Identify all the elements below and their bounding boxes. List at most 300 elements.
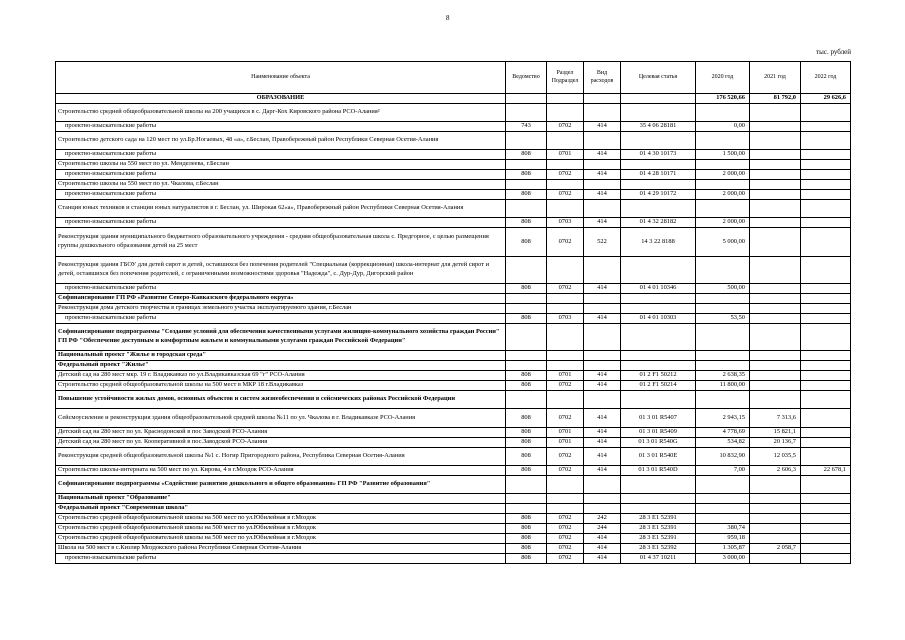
cell-type <box>584 160 621 170</box>
cell-name: Школа на 500 мест в с.Кизляр Моздокского района Республики Северная Осетия-Алания <box>56 544 506 554</box>
cell-target: 01 4 01 10346 <box>621 284 696 294</box>
cell-type <box>584 294 621 304</box>
cell-type: 414 <box>584 466 621 476</box>
cell-dept <box>506 361 547 371</box>
cell-type: 414 <box>584 371 621 381</box>
cell-dept <box>506 257 547 284</box>
cell-y2020 <box>696 504 750 514</box>
cell-target: 01 4 30 10173 <box>621 150 696 160</box>
cell-y2022 <box>801 294 851 304</box>
cell-dept <box>506 476 547 494</box>
cell-section <box>547 351 584 361</box>
cell-name: Софинансирование подпрограммы "Создание условий для обеспечения качественными услугами жилищно-коммунального хозяйства граждан России" ГП РФ "Обеспечение доступным и комфортным жильем и коммунальными услугами граждан Российской Федерации" <box>56 324 506 351</box>
cell-y2020 <box>696 180 750 190</box>
cell-dept: 808 <box>506 314 547 324</box>
table-row <box>56 371 851 381</box>
cell-y2022 <box>801 371 851 381</box>
cell-name: Строительство школы-интерната на 500 мест по ул. Кирова, 4 в г.Моздок РСО-Алания <box>56 466 506 476</box>
cell-target: 01 3 01 R5407 <box>621 409 696 428</box>
cell-target: 01 4 01 10303 <box>621 314 696 324</box>
cell-target: 01 2 F1 50214 <box>621 381 696 391</box>
cell-dept: 808 <box>506 218 547 228</box>
table-row <box>56 504 851 514</box>
table-row <box>56 554 851 564</box>
cell-y2022 <box>801 438 851 448</box>
table-row <box>56 304 851 314</box>
cell-y2020 <box>696 104 750 122</box>
cell-type: 522 <box>584 228 621 257</box>
cell-dept: 743 <box>506 122 547 132</box>
cell-target: 28 3 E1 52391 <box>621 524 696 534</box>
cell-section: 0703 <box>547 314 584 324</box>
cell-section: 0702 <box>547 381 584 391</box>
cell-type <box>584 180 621 190</box>
cell-y2021 <box>750 494 801 504</box>
cell-type: 414 <box>584 554 621 564</box>
cell-y2022 <box>801 428 851 438</box>
cell-type: 414 <box>584 122 621 132</box>
cell-y2022 <box>801 514 851 524</box>
header-2020: 2020 год <box>696 62 750 94</box>
cell-y2021 <box>750 150 801 160</box>
cell-section: 0702 <box>547 554 584 564</box>
cell-target: 01 4 32 28182 <box>621 218 696 228</box>
cell-type <box>584 324 621 351</box>
cell-y2022 <box>801 534 851 544</box>
table-row <box>56 257 851 284</box>
cell-dept <box>506 160 547 170</box>
cell-name: Строительство средней общеобразовательной школы на 500 мест по ул.Юбилейная в г.Моздок <box>56 534 506 544</box>
cell-y2022 <box>801 524 851 534</box>
cell-y2022 <box>801 324 851 351</box>
cell-dept <box>506 351 547 361</box>
cell-y2022 <box>801 304 851 314</box>
cell-section <box>547 304 584 314</box>
cell-type: 414 <box>584 170 621 180</box>
cell-y2020 <box>696 304 750 314</box>
cell-section: 0701 <box>547 438 584 448</box>
cell-target: 28 3 E1 52391 <box>621 534 696 544</box>
table-row <box>56 534 851 544</box>
cell-y2020: 534,82 <box>696 438 750 448</box>
cell-section <box>547 391 584 409</box>
cell-dept: 808 <box>506 170 547 180</box>
table-row <box>56 466 851 476</box>
cell-section <box>547 132 584 150</box>
cell-type: 414 <box>584 428 621 438</box>
table-row <box>56 314 851 324</box>
cell-y2021 <box>750 514 801 524</box>
cell-y2022 <box>801 544 851 554</box>
cell-dept: 808 <box>506 228 547 257</box>
cell-y2022 <box>801 381 851 391</box>
cell-target <box>621 104 696 122</box>
cell-name: Национальный проект "Образование" <box>56 494 506 504</box>
cell-target: 14 3 22 8188 <box>621 228 696 257</box>
cell-type <box>584 494 621 504</box>
cell-target <box>621 294 696 304</box>
cell-name: Строительство школы на 550 мест по ул. Менделеева, г.Беслан <box>56 160 506 170</box>
cell-name: проектно-изыскательские работы <box>56 218 506 228</box>
header-2022: 2022 год <box>801 62 851 94</box>
cell-y2021 <box>750 534 801 544</box>
cell-section: 0702 <box>547 170 584 180</box>
cell-y2021 <box>750 476 801 494</box>
cell-dept: 808 <box>506 544 547 554</box>
table-row <box>56 160 851 170</box>
cell-target <box>621 476 696 494</box>
cell-y2021 <box>750 361 801 371</box>
cell-name: проектно-изыскательские работы <box>56 314 506 324</box>
cell-name: Детский сад на 280 мест по ул. Краснодонской в пос Заводской РСО-Алания <box>56 428 506 438</box>
cell-section <box>547 104 584 122</box>
cell-y2020: 2 943,15 <box>696 409 750 428</box>
cell-section <box>547 494 584 504</box>
cell-y2021 <box>750 304 801 314</box>
cell-dept: 808 <box>506 150 547 160</box>
cell-target: 01 4 29 10172 <box>621 190 696 200</box>
cell-y2021: 7 313,6 <box>750 409 801 428</box>
cell-y2021: 2 606,3 <box>750 466 801 476</box>
cell-y2021 <box>750 132 801 150</box>
cell-type <box>584 94 621 104</box>
table-row <box>56 94 851 104</box>
cell-y2021: 2 058,7 <box>750 544 801 554</box>
table-row <box>56 381 851 391</box>
cell-type: 414 <box>584 381 621 391</box>
cell-name: Детский сад на 280 мест мкр. 19 г. Владикавказ по ул.Владикавказская 69 "г" РСО-Алания <box>56 371 506 381</box>
cell-dept: 808 <box>506 190 547 200</box>
cell-type: 414 <box>584 409 621 428</box>
cell-y2020 <box>696 391 750 409</box>
cell-y2021 <box>750 381 801 391</box>
cell-y2022 <box>801 448 851 466</box>
cell-type <box>584 361 621 371</box>
cell-name: проектно-изыскательские работы <box>56 122 506 132</box>
header-name: Наименование объекта <box>56 62 506 94</box>
cell-name: Строительство средней общеобразовательной школы на 500 мест в МКР 18 г.Владикавказ <box>56 381 506 391</box>
cell-section <box>547 160 584 170</box>
cell-section: 0702 <box>547 466 584 476</box>
cell-target <box>621 391 696 409</box>
cell-name: Строительство средней общеобразовательной школы на 200 учащихся в с. Дарг-Кох Кировского района РСО-Алания² <box>56 104 506 122</box>
cell-name: проектно-изыскательские работы <box>56 190 506 200</box>
cell-y2020 <box>696 476 750 494</box>
cell-section: 0701 <box>547 371 584 381</box>
cell-y2022 <box>801 361 851 371</box>
cell-section: 0701 <box>547 428 584 438</box>
cell-y2021 <box>750 180 801 190</box>
cell-y2022 <box>801 228 851 257</box>
table-row <box>56 428 851 438</box>
cell-target: 28 3 E1 52392 <box>621 544 696 554</box>
cell-y2020 <box>696 294 750 304</box>
cell-target <box>621 324 696 351</box>
cell-y2020: 2 638,35 <box>696 371 750 381</box>
cell-y2022 <box>801 170 851 180</box>
table-row <box>56 218 851 228</box>
table-row <box>56 228 851 257</box>
cell-name: проектно-изыскательские работы <box>56 150 506 160</box>
cell-y2021 <box>750 160 801 170</box>
cell-section: 0702 <box>547 448 584 466</box>
cell-dept <box>506 180 547 190</box>
cell-type <box>584 200 621 218</box>
cell-target <box>621 494 696 504</box>
cell-y2020 <box>696 494 750 504</box>
cell-name: Федеральный проект "Жилье" <box>56 361 506 371</box>
cell-y2020 <box>696 351 750 361</box>
cell-y2021 <box>750 257 801 284</box>
cell-dept <box>506 324 547 351</box>
table-row <box>56 200 851 218</box>
cell-y2020 <box>696 200 750 218</box>
cell-type <box>584 132 621 150</box>
cell-section: 0702 <box>547 190 584 200</box>
cell-dept: 808 <box>506 371 547 381</box>
cell-y2021 <box>750 228 801 257</box>
cell-y2021 <box>750 351 801 361</box>
cell-target <box>621 504 696 514</box>
table-row <box>56 150 851 160</box>
cell-name: Строительство средней общеобразовательной школы на 500 мест по ул.Юбилейная в г.Моздок <box>56 514 506 524</box>
cell-y2020: 959,18 <box>696 534 750 544</box>
cell-target: 01 3 01 R540G <box>621 438 696 448</box>
table-row <box>56 524 851 534</box>
cell-type: 414 <box>584 448 621 466</box>
cell-y2020: 7,00 <box>696 466 750 476</box>
cell-name: Реконструкция дома детского творчества в границах земельного участка эксплуатируемого здания, г.Беслан <box>56 304 506 314</box>
cell-target <box>621 351 696 361</box>
cell-y2021 <box>750 104 801 122</box>
table-row <box>56 284 851 294</box>
cell-dept: 808 <box>506 381 547 391</box>
cell-name: Национальный проект "Жилье и городская среда" <box>56 351 506 361</box>
cell-name: Строительство средней общеобразовательной школы на 500 мест по ул.Юбилейная в г.Моздок <box>56 524 506 534</box>
cell-y2022 <box>801 494 851 504</box>
cell-section: 0702 <box>547 122 584 132</box>
cell-section <box>547 504 584 514</box>
cell-name: Сейсмоусиление и реконструкция здания общеобразовательной средней школы №11 по ул. Чкалова в г. Владикавказе РСО-Алания <box>56 409 506 428</box>
cell-section <box>547 180 584 190</box>
cell-section: 0703 <box>547 218 584 228</box>
cell-y2020 <box>696 324 750 351</box>
cell-y2021 <box>750 504 801 514</box>
cell-type: 244 <box>584 524 621 534</box>
cell-y2021 <box>750 284 801 294</box>
table-row <box>56 294 851 304</box>
cell-y2021 <box>750 294 801 304</box>
cell-name: Реконструкция здания ГБОУ для детей сирот и детей, оставшихся без попечения родителей "Специальная (коррекционная) школа-интернат для детей сирот и детей, оставшихся без попечения родителей, с ограниченными возможностями здоровья "Надежда", с. Дур-Дур, Дигорский район <box>56 257 506 284</box>
cell-y2020: 176 520,66 <box>696 94 750 104</box>
cell-type: 414 <box>584 150 621 160</box>
cell-y2022 <box>801 160 851 170</box>
cell-name: проектно-изыскательские работы <box>56 554 506 564</box>
cell-dept <box>506 200 547 218</box>
cell-y2021 <box>750 190 801 200</box>
cell-y2020: 11 800,00 <box>696 381 750 391</box>
cell-target: 01 3 01 R540D <box>621 466 696 476</box>
cell-y2022: 22 678,1 <box>801 466 851 476</box>
cell-y2022 <box>801 190 851 200</box>
cell-name: проектно-изыскательские работы <box>56 284 506 294</box>
cell-name: Реконструкция здания муниципального бюджетного образовательного учреждения - средняя общеобразовательная школа с. Предгорное, с целью размещения группы дошкольного образования детей на 25 мест <box>56 228 506 257</box>
cell-target: 01 3 01 R540E <box>621 448 696 466</box>
cell-y2020: 1 305,87 <box>696 544 750 554</box>
header-dept: Ведомство <box>506 62 547 94</box>
cell-type <box>584 476 621 494</box>
cell-name: Детский сад на 280 мест по ул. Кооперативной в пос.Заводской РСО-Алания <box>56 438 506 448</box>
table-row <box>56 180 851 190</box>
cell-section <box>547 94 584 104</box>
cell-y2020: 5 000,00 <box>696 228 750 257</box>
cell-y2020 <box>696 514 750 524</box>
cell-y2020: 4 778,69 <box>696 428 750 438</box>
cell-target <box>621 132 696 150</box>
cell-name: Строительство школы на 550 мест по ул. Чкалова, г.Беслан <box>56 180 506 190</box>
header-type: Вид расходов <box>584 62 621 94</box>
budget-table <box>55 61 851 564</box>
cell-type <box>584 391 621 409</box>
cell-dept: 808 <box>506 438 547 448</box>
cell-type: 414 <box>584 438 621 448</box>
cell-section: 0702 <box>547 534 584 544</box>
table-row <box>56 476 851 494</box>
cell-type: 242 <box>584 514 621 524</box>
cell-y2021: 20 136,7 <box>750 438 801 448</box>
cell-y2022 <box>801 132 851 150</box>
cell-y2020 <box>696 257 750 284</box>
cell-y2022 <box>801 150 851 160</box>
cell-type <box>584 504 621 514</box>
cell-section: 0702 <box>547 284 584 294</box>
cell-name: Повышение устойчивости жилых домов, основных объектов и систем жизнеобеспечения в сейсмических районах Российской Федерации <box>56 391 506 409</box>
cell-dept <box>506 304 547 314</box>
cell-y2022 <box>801 351 851 361</box>
cell-y2021: 12 035,5 <box>750 448 801 466</box>
cell-target: 01 4 28 10171 <box>621 170 696 180</box>
cell-y2020 <box>696 160 750 170</box>
cell-y2020: 2 000,00 <box>696 190 750 200</box>
header-target: Целевая статья <box>621 62 696 94</box>
cell-section <box>547 361 584 371</box>
cell-name: Софинансирование ГП РФ «Развитие Северо-Кавказского федерального округа» <box>56 294 506 304</box>
cell-target: 28 3 E1 52391 <box>621 514 696 524</box>
header-section: Раздел Подраздел <box>547 62 584 94</box>
cell-dept: 808 <box>506 534 547 544</box>
cell-target: 35 4 06 28181 <box>621 122 696 132</box>
cell-target <box>621 180 696 190</box>
cell-name: Станция юных техников и станции юных натуралистов в г. Беслан, ул. Широкая 62«а», Правобережный район Республики Северная Осетия-Алания <box>56 200 506 218</box>
cell-y2022 <box>801 218 851 228</box>
table-row <box>56 514 851 524</box>
cell-section: 0702 <box>547 409 584 428</box>
table-row <box>56 361 851 371</box>
cell-y2022 <box>801 554 851 564</box>
cell-target: 01 2 F1 50212 <box>621 371 696 381</box>
cell-target <box>621 160 696 170</box>
cell-section <box>547 257 584 284</box>
cell-target <box>621 200 696 218</box>
cell-type: 414 <box>584 190 621 200</box>
cell-y2022 <box>801 284 851 294</box>
cell-type <box>584 351 621 361</box>
cell-section: 0701 <box>547 150 584 160</box>
table-header-row <box>56 62 851 94</box>
cell-target <box>621 94 696 104</box>
cell-y2020: 2 000,00 <box>696 218 750 228</box>
cell-y2020: 1 500,00 <box>696 150 750 160</box>
cell-y2020: 53,50 <box>696 314 750 324</box>
cell-y2021 <box>750 324 801 351</box>
cell-y2022 <box>801 200 851 218</box>
table-row <box>56 391 851 409</box>
cell-type: 414 <box>584 284 621 294</box>
cell-y2020: 10 832,90 <box>696 448 750 466</box>
cell-target: 01 4 37 10211 <box>621 554 696 564</box>
cell-y2021 <box>750 200 801 218</box>
cell-name: Реконструкция средней общеобразовательной школы №1 с. Ногир Пригородного района, Республика Северная Осетия-Алания <box>56 448 506 466</box>
cell-y2022 <box>801 476 851 494</box>
cell-name: Софинансирование подпрограммы «Содействие развитию дошкольного и общего образования» ГП РФ "Развитие образования" <box>56 476 506 494</box>
cell-name: Строительство детского сада на 120 мест по ул.Бр.Ногаевых, 48 «а», г.Беслан, Правобережный район Республики Северная Осетия-Алания <box>56 132 506 150</box>
cell-dept: 808 <box>506 448 547 466</box>
cell-section: 0702 <box>547 228 584 257</box>
cell-y2022 <box>801 104 851 122</box>
cell-target <box>621 257 696 284</box>
cell-y2022 <box>801 180 851 190</box>
table-row <box>56 351 851 361</box>
table-row <box>56 132 851 150</box>
cell-dept: 808 <box>506 284 547 294</box>
cell-y2022 <box>801 122 851 132</box>
cell-y2021 <box>750 554 801 564</box>
cell-section: 0702 <box>547 524 584 534</box>
cell-y2020: 380,74 <box>696 524 750 534</box>
cell-type: 414 <box>584 218 621 228</box>
cell-y2022: 29 626,6 <box>801 94 851 104</box>
table-row <box>56 494 851 504</box>
cell-type: 414 <box>584 314 621 324</box>
cell-y2021 <box>750 524 801 534</box>
header-2021: 2021 год <box>750 62 801 94</box>
cell-y2020 <box>696 361 750 371</box>
cell-y2022 <box>801 504 851 514</box>
cell-y2022 <box>801 391 851 409</box>
units-label: тыс. рублей <box>816 48 851 56</box>
cell-dept: 808 <box>506 524 547 534</box>
cell-y2020: 500,00 <box>696 284 750 294</box>
cell-y2021 <box>750 314 801 324</box>
table-row <box>56 122 851 132</box>
cell-y2020: 2 000,00 <box>696 170 750 180</box>
cell-y2021 <box>750 122 801 132</box>
table-row <box>56 170 851 180</box>
cell-dept <box>506 294 547 304</box>
cell-target: 01 3 01 R5409 <box>621 428 696 438</box>
cell-dept <box>506 391 547 409</box>
cell-dept <box>506 94 547 104</box>
cell-dept <box>506 132 547 150</box>
cell-y2020: 3 000,00 <box>696 554 750 564</box>
cell-type <box>584 304 621 314</box>
cell-type: 414 <box>584 544 621 554</box>
cell-dept: 808 <box>506 428 547 438</box>
table-row <box>56 544 851 554</box>
cell-dept: 808 <box>506 409 547 428</box>
table-row <box>56 324 851 351</box>
table-row <box>56 190 851 200</box>
